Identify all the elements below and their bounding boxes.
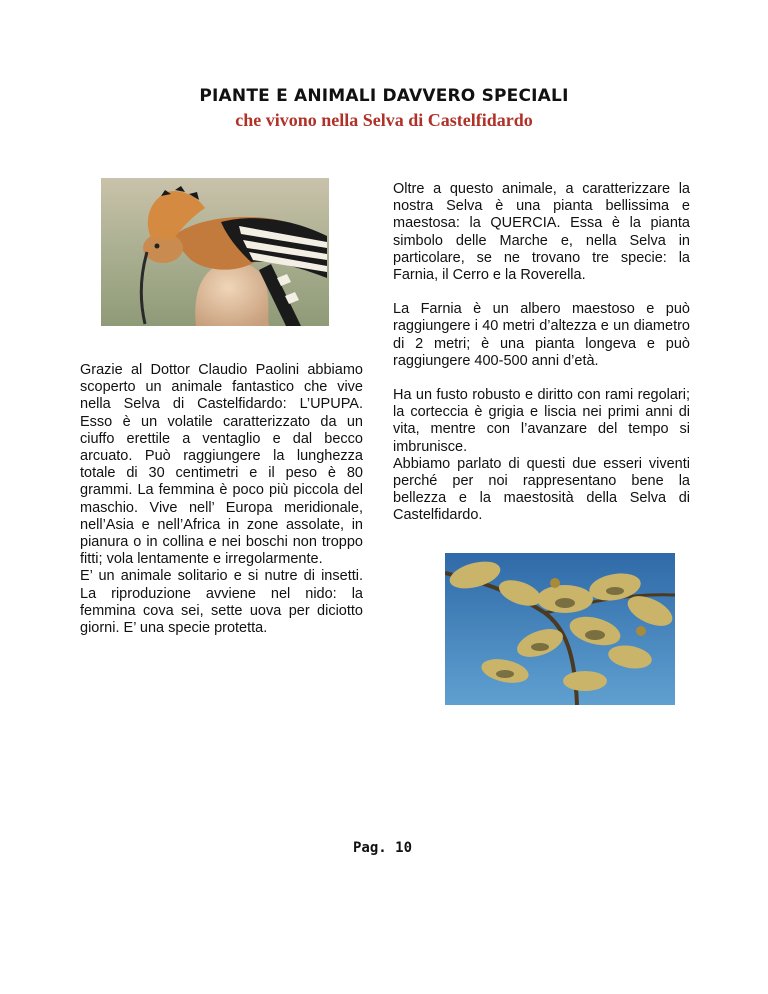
- oak-leaves-photo: [445, 553, 675, 705]
- farnia-trunk: Ha un fusto robusto e diritto con rami regolari; la corteccia è grigia e liscia nei primi anni di vita, mentre con l’avanzare del tempo si imbrunisce.: [393, 387, 690, 455]
- oak-intro: Oltre a questo animale, a caratterizzare la nostra Selva è una pianta bellissima e maestosa: la QUERCIA. Essa è la pianta simbolo delle Marche e, nella Selva in particolare, se ne trovano tre specie: la Farnia, il Cerro e la Roverella.: [393, 181, 690, 284]
- left-text-column: [80, 362, 363, 637]
- page-number: Pag. 10: [353, 840, 413, 856]
- page-title: PIANTE E ANIMALI DAVVERO SPECIALI: [199, 86, 569, 106]
- conclusion: Abbiamo parlato di questi due esseri viventi perché per noi rappresentano bene la bellezza e la maestosità della Selva di Castelfidardo.: [393, 455, 690, 524]
- hoopoe-photo: [101, 178, 329, 326]
- farnia-description: La Farnia è un albero maestoso e può raggiungere i 40 metri d’altezza e un diametro di 2 metri; è una pianta longeva e può raggiungere 400-500 anni d’età.: [393, 301, 690, 369]
- right-text-column: [393, 181, 690, 525]
- page-subtitle: che vivono nella Selva di Castelfidardo: [235, 110, 533, 130]
- hoopoe-habits: E’ un animale solitario e si nutre di insetti. La riproduzione avviene nel nido: la femmina cova sei, sette uova per diciotto giorni. E’ una specie protetta.: [80, 568, 363, 637]
- hoopoe-description: Grazie al Dottor Claudio Paolini abbiamo scoperto un animale fantastico che vive nella Selva di Castelfidardo: L’UPUPA. Esso è un volatile caratterizzato da un ciuffo erettile a ventaglio e dal becco arcuato. Può raggiungere la lunghezza totale di 30 centimetri e il peso è 80 grammi. La femmina è poco più piccola del maschio. Vive nell’ Europa meridionale, nell’Asia e nell’Africa in zone assolate, in pianura o in collina e nei boschi non troppo fitti; vola lentamente e irregolarmente.: [80, 362, 363, 568]
